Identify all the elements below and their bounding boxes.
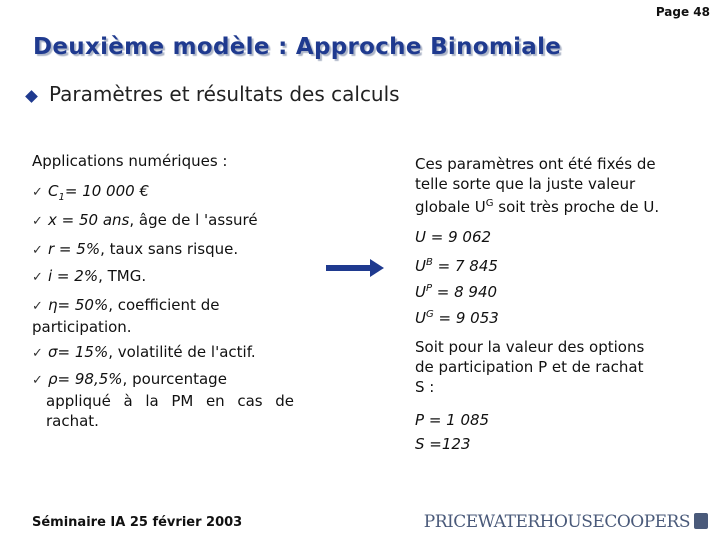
rho-desc-line3: rachat. xyxy=(46,412,99,430)
intro-line3-post: soit très proche de U. xyxy=(493,198,660,216)
r-var: r = 5% xyxy=(48,240,101,258)
check-bullet-icon: ✓ xyxy=(32,346,43,361)
check-bullet-icon: ✓ xyxy=(32,214,43,229)
param-rho xyxy=(32,369,294,431)
eta-desc: , coefficient de participation. xyxy=(32,296,220,336)
param-i xyxy=(32,266,294,288)
x-desc: , âge de l 'assuré xyxy=(129,211,258,229)
up-pre: U xyxy=(415,283,426,301)
options-line2: de participation P et de rachat xyxy=(415,358,644,376)
rho-symbol: ρ xyxy=(48,370,58,388)
result-u: U = 9 062 xyxy=(415,228,492,246)
page-number: Page 48 xyxy=(655,5,710,19)
rho-var: = 98,5% xyxy=(57,370,123,388)
c1-symbol: C xyxy=(48,182,59,200)
eta-symbol: η xyxy=(48,296,58,314)
up-post: = 8 940 xyxy=(432,283,498,301)
result-s: S =123 xyxy=(415,435,471,453)
ug-pre: U xyxy=(415,309,426,327)
intro-line3-pre: globale U xyxy=(415,198,486,216)
footer-text: Séminaire IA 25 février 2003 xyxy=(32,515,243,530)
diamond-bullet-icon xyxy=(25,90,38,103)
pwc-logo xyxy=(424,512,708,532)
right-arrow-icon xyxy=(326,257,386,279)
param-x xyxy=(32,210,294,232)
options-line1: Soit pour la valeur des options xyxy=(415,338,645,356)
check-bullet-icon: ✓ xyxy=(32,373,43,388)
i-desc: , TMG. xyxy=(98,267,147,285)
logo-text: PRICEWATERHOUSECOOPERS xyxy=(423,512,690,532)
ub-post: = 7 845 xyxy=(432,257,498,275)
options-line3: S : xyxy=(415,378,435,396)
check-bullet-icon: ✓ xyxy=(32,243,43,258)
param-sigma xyxy=(32,342,294,364)
x-var: x = 50 ans xyxy=(48,211,130,229)
param-c1 xyxy=(32,181,294,208)
i-var: i = 2% xyxy=(48,267,99,285)
result-ug xyxy=(415,305,499,328)
ug-post: = 9 053 xyxy=(433,309,499,327)
sigma-desc: , volatilité de l'actif. xyxy=(108,343,256,361)
param-eta xyxy=(32,295,294,337)
ug-sup: G xyxy=(425,309,434,320)
left-heading: Applications numériques : xyxy=(32,152,228,170)
c1-value: = 10 000 € xyxy=(64,182,149,200)
right-options xyxy=(415,337,644,397)
slide-title: Deuxième modèle : Approche Binomiale xyxy=(33,34,562,60)
up-sup: P xyxy=(425,283,433,294)
result-p: P = 1 085 xyxy=(415,411,490,429)
check-bullet-icon: ✓ xyxy=(32,185,43,200)
rho-desc-line2: appliqué à la PM en cas de xyxy=(46,392,294,410)
eta-var: = 50% xyxy=(57,296,109,314)
rho-desc-line1: , pourcentage xyxy=(122,370,227,388)
slide-subtitle: Paramètres et résultats des calculs xyxy=(49,82,400,106)
intro-line1: Ces paramètres ont été fixés de xyxy=(415,155,656,173)
ub-pre: U xyxy=(415,257,426,275)
r-desc: , taux sans risque. xyxy=(100,240,239,258)
check-bullet-icon: ✓ xyxy=(32,299,43,314)
right-intro xyxy=(415,154,659,217)
param-r xyxy=(32,239,294,261)
sigma-symbol: σ xyxy=(48,343,58,361)
intro-line2: telle sorte que la juste valeur xyxy=(415,175,636,193)
result-ub xyxy=(415,253,498,276)
logo-mark-icon xyxy=(694,513,708,529)
ub-sup: B xyxy=(425,257,433,268)
result-up xyxy=(415,279,497,302)
c1-sub: 1 xyxy=(58,192,65,203)
sigma-var: = 15% xyxy=(57,343,109,361)
intro-line3-sup: G xyxy=(485,198,494,209)
check-bullet-icon: ✓ xyxy=(32,270,43,285)
